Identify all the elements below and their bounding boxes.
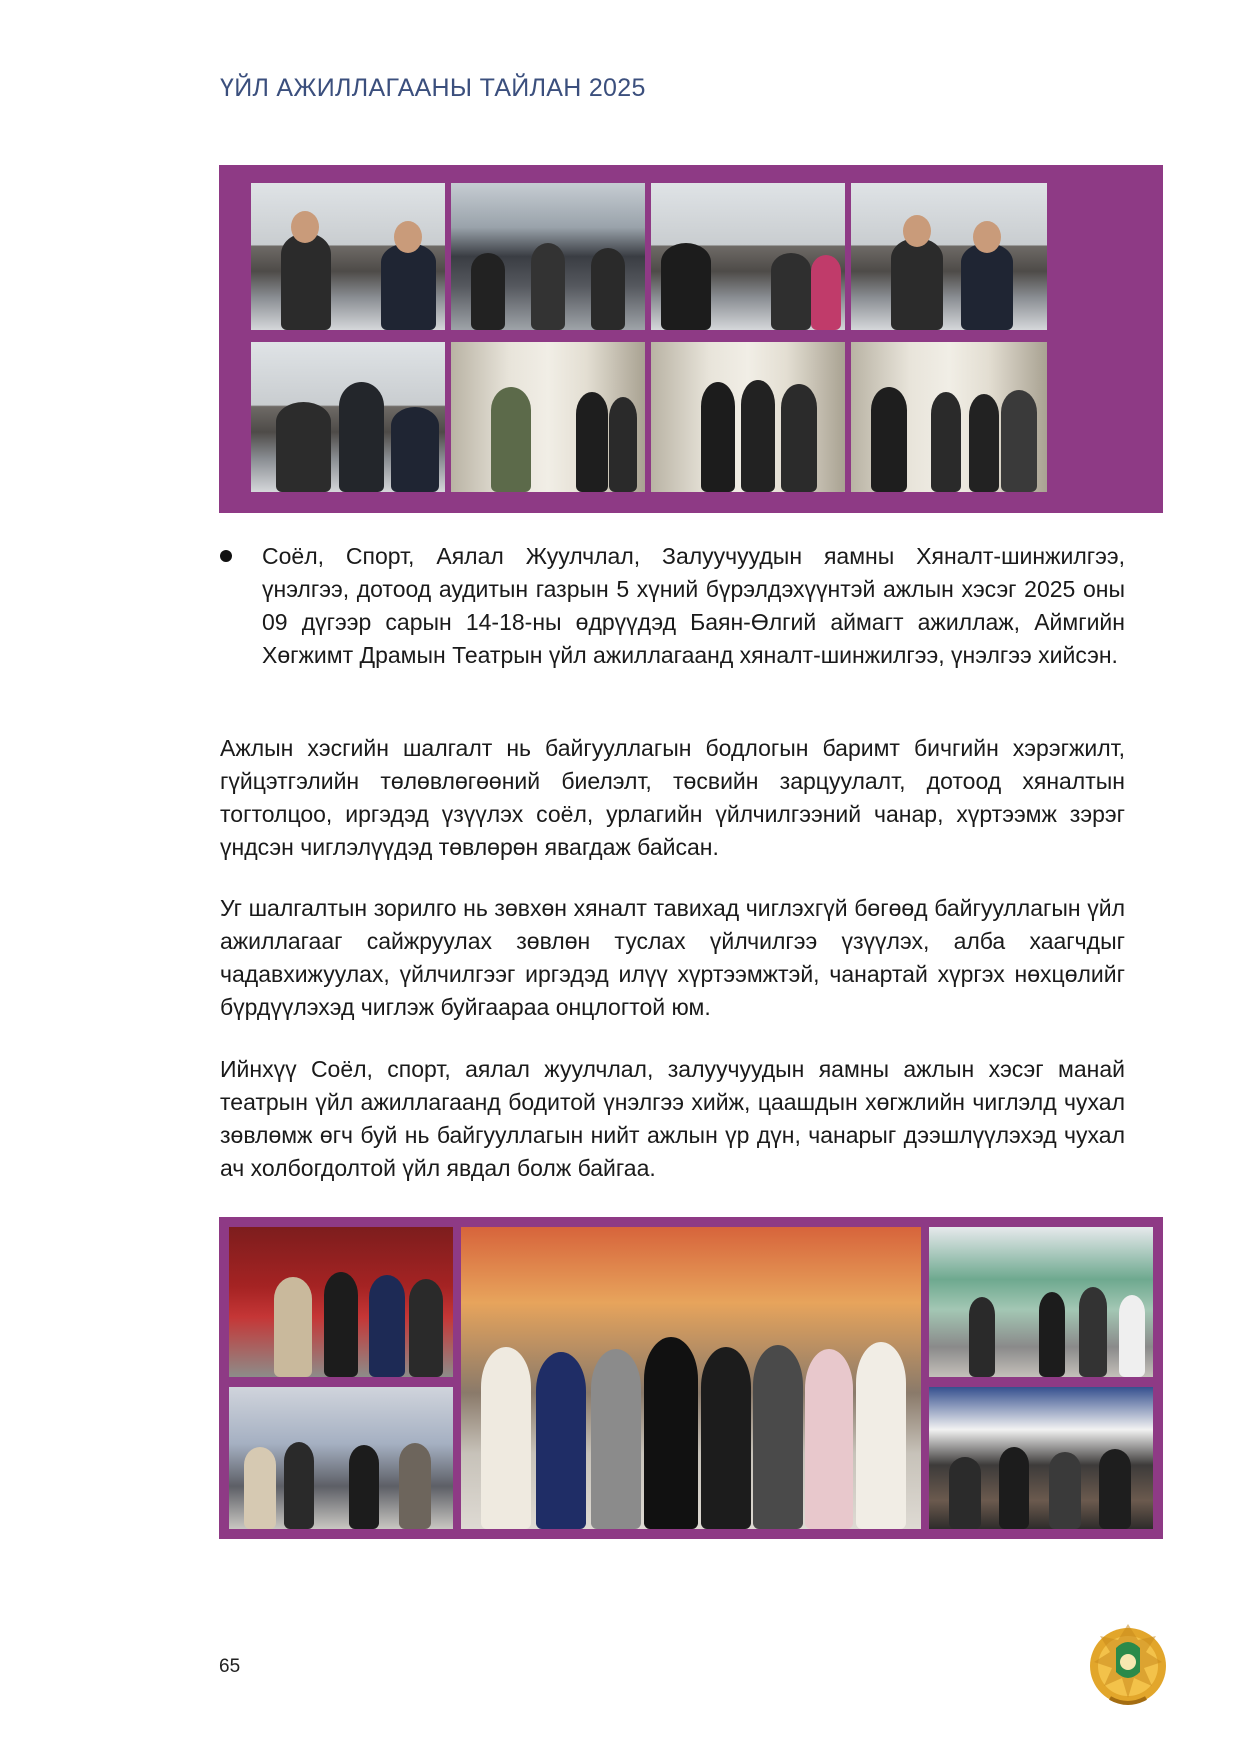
paragraph-3: Ийнхүү Соёл, спорт, аялал жуулчлал, залуучуудын яамны ажлын хэсэг манай театрын үйл ажиллагаанд бодитой үнэлгээ хийж, цаашдын хөгжлийн чиглэлд чухал зөвлөмж өгч буй нь байгууллагын нийт ажлын үр дүн, чанарыг дээшлүүлэхэд чухал ач холбогдолтой үйл явдал болж байгаа. [220, 1056, 1125, 1181]
bullet-dot-icon [220, 550, 232, 562]
photo-office-meeting-3 [851, 183, 1047, 330]
photo-group-at-mural [461, 1227, 921, 1529]
photo-theatre-auditorium [229, 1227, 453, 1377]
photo-collage-top [219, 165, 1163, 513]
theatre-emblem-icon [1086, 1614, 1170, 1710]
photo-music-rehearsal [929, 1387, 1153, 1529]
paragraph-2: Уг шалгалтын зорилго нь зөвхөн хяналт тавихад чиглэхгүй бөгөөд байгууллагын үйл ажиллагааг сайжруулах зөвлөн туслах үйлчилгээ үзүүлэх, алба хаагчдыг чадавхижуулах, үйлчилгээг иргэдэд илүү хүртээмжтэй, чанартай хүргэх нөхцөлийг бүрдүүлэхэд чиглэж буйгаараа онцлогтой юм. [220, 895, 1125, 1020]
page-header-title: ҮЙЛ АЖИЛЛАГААНЫ ТАЙЛАН 2025 [220, 74, 646, 102]
photo-office-documents [251, 342, 445, 492]
page-number: 65 [219, 1656, 241, 1677]
photo-hallway-inspection-1 [451, 342, 645, 492]
photo-office-meeting-1 [251, 183, 445, 330]
paragraph-1: Ажлын хэсгийн шалгалт нь байгууллагын бодлогын баримт бичгийн хэрэгжилт, гүйцэтгэлийн төлөвлөгөөний биелэлт, төсвийн зарцуулалт, дотоод хяналтын тогтолцоо, иргэдэд үзүүлэх соёл, урлагийн үйлчилгээний чанар, хүртээмж зэрэг үндсэн чиглэлүүдэд төвлөрөн явагдаж байсан. [220, 735, 1125, 860]
photo-hallway-inspection-3 [851, 342, 1047, 492]
photo-office-meeting-2 [651, 183, 845, 330]
photo-rehearsal-room [929, 1227, 1153, 1377]
photo-hallway-inspection-2 [651, 342, 845, 492]
photo-meeting-table [451, 183, 645, 330]
bullet-text: Соёл, Спорт, Аялал Жуулчлал, Залуучуудын яамны Хяналт-шинжилгээ, үнэлгээ, дотоод аудитын газрын 5 хүний бүрэлдэхүүнтэй ажлын хэсэг 2025 оны 09 дүгээр сарын 14-18-ны өдрүүдэд Баян-Өлгий аймагт ажиллаж, Аймгийн Хөгжимт Драмын Театрын үйл ажиллагаанд хяналт-шинжилгээ, үнэлгээ хийсэн. [262, 543, 1125, 668]
photo-collage-bottom [219, 1217, 1163, 1539]
photo-museum-portraits [229, 1387, 453, 1529]
bullet-item [220, 540, 1125, 672]
